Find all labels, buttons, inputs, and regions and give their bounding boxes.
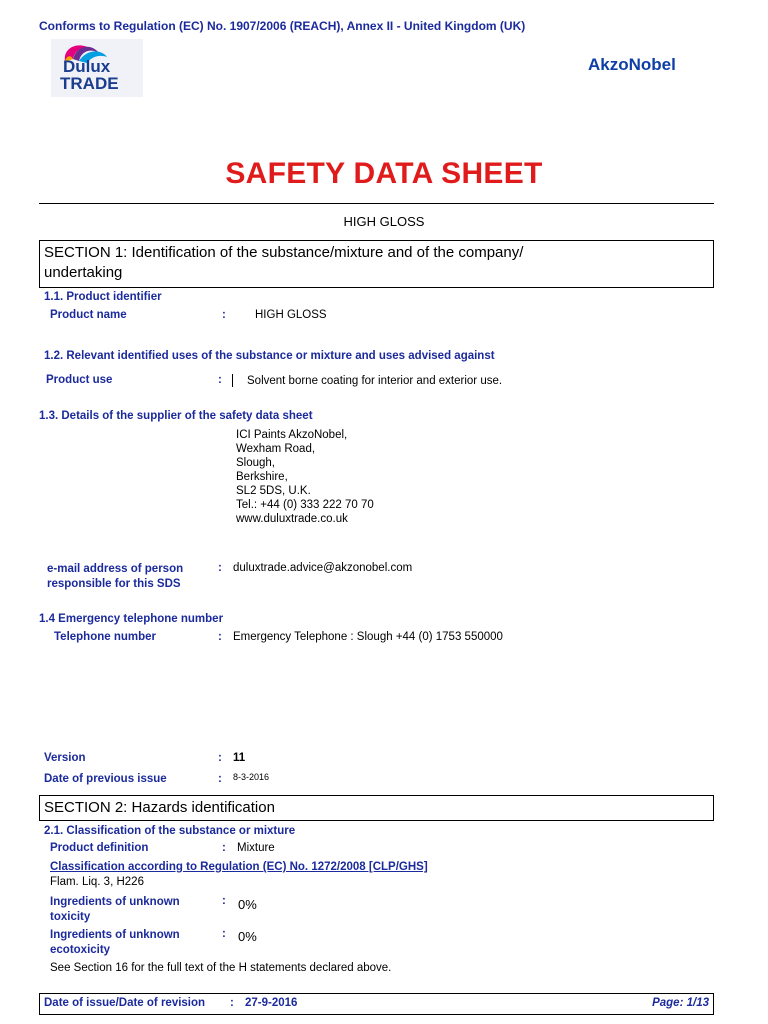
see-section-note: See Section 16 for the full text of the H statements declared above. [50, 962, 392, 974]
regulation-statement: Conforms to Regulation (EC) No. 1907/2006 (REACH), Annex II - United Kingdom (UK) [39, 19, 526, 33]
unknown-ecotoxicity-label-line1: Ingredients of unknown [50, 929, 180, 941]
unknown-ecotoxicity-label [50, 928, 180, 958]
previous-issue-label: Date of previous issue [44, 773, 167, 785]
akzonobel-logo: AkzoNobel [588, 55, 676, 74]
telephone-label: Telephone number [54, 631, 157, 643]
colon: : [230, 997, 234, 1009]
section1-heading-box [39, 240, 714, 288]
telephone-value: Emergency Telephone : Slough +44 (0) 1753 550000 [233, 631, 503, 643]
section2-heading-box [39, 795, 714, 821]
unknown-toxicity-label-line2: toxicity [50, 911, 91, 923]
address-line: Tel.: +44 (0) 333 222 70 70 [236, 499, 374, 511]
section1-heading-line1: SECTION 1: Identification of the substance/mixture and of the company/ [44, 244, 524, 261]
subsection-2-1: 2.1. Classification of the substance or mixture [44, 825, 296, 837]
colon: : [218, 773, 222, 785]
unknown-toxicity-value: 0% [238, 897, 257, 912]
dulux-trade-logo [51, 39, 143, 97]
colon: : [222, 928, 226, 940]
product-use-label: Product use [46, 374, 113, 386]
page-number: Page: 1/13 [652, 997, 709, 1009]
supplier-address [236, 428, 374, 526]
document-title: SAFETY DATA SHEET [225, 157, 543, 190]
product-definition-value: Mixture [237, 842, 275, 854]
subsection-1-3: 1.3. Details of the supplier of the safety data sheet [39, 410, 313, 422]
product-definition-label: Product definition [50, 842, 149, 854]
issue-date-value: 27-9-2016 [245, 997, 298, 1009]
colon: : [218, 752, 222, 764]
unknown-toxicity-label-line1: Ingredients of unknown [50, 896, 180, 908]
subsection-1-2: 1.2. Relevant identified uses of the substance or mixture and uses advised against [44, 350, 495, 362]
address-line: Berkshire, [236, 471, 288, 483]
version-label: Version [44, 752, 86, 764]
logo-text-dulux: Dulux [63, 57, 111, 76]
subsection-1-4: 1.4 Emergency telephone number [39, 613, 224, 625]
unknown-ecotoxicity-value: 0% [238, 929, 257, 944]
email-label-line2: responsible for this SDS [47, 578, 181, 590]
product-name-label: Product name [50, 309, 127, 321]
product-name-value: HIGH GLOSS [255, 309, 327, 321]
product-use-value: Solvent borne coating for interior and exterior use. [247, 375, 503, 387]
classification-value: Flam. Liq. 3, H226 [50, 876, 144, 888]
previous-issue-value: 8-3-2016 [233, 772, 270, 782]
colon: : [218, 562, 222, 574]
colon: : [222, 309, 226, 321]
section1-heading-line2: undertaking [44, 264, 123, 281]
page-footer [39, 993, 714, 1015]
email-value[interactable]: duluxtrade.advice@akzonobel.com [233, 562, 413, 574]
address-line: Wexham Road, [236, 443, 316, 455]
address-line: www.duluxtrade.co.uk [236, 513, 348, 525]
version-value: 11 [233, 752, 246, 764]
colon: : [218, 374, 222, 386]
product-title: HIGH GLOSS [343, 214, 425, 229]
unknown-ecotoxicity-label-line2: ecotoxicity [50, 944, 111, 956]
logo-text-trade: TRADE [60, 74, 119, 93]
separator-bar [232, 374, 233, 387]
colon: : [222, 895, 226, 907]
colon: : [222, 842, 226, 854]
classification-link[interactable]: Classification according to Regulation (EC) No. 1272/2008 [CLP/GHS] [50, 861, 428, 873]
email-label [47, 562, 183, 592]
unknown-toxicity-label [50, 895, 180, 925]
section2-heading: SECTION 2: Hazards identification [44, 799, 275, 816]
issue-date-label: Date of issue/Date of revision [44, 997, 206, 1009]
email-label-line1: e-mail address of person [47, 563, 184, 575]
colon: : [218, 631, 222, 643]
address-line: Slough, [236, 457, 276, 469]
title-divider [39, 203, 714, 204]
address-line: SL2 5DS, U.K. [236, 485, 311, 497]
subsection-1-1: 1.1. Product identifier [44, 291, 162, 303]
address-line: ICI Paints AkzoNobel, [236, 429, 348, 441]
